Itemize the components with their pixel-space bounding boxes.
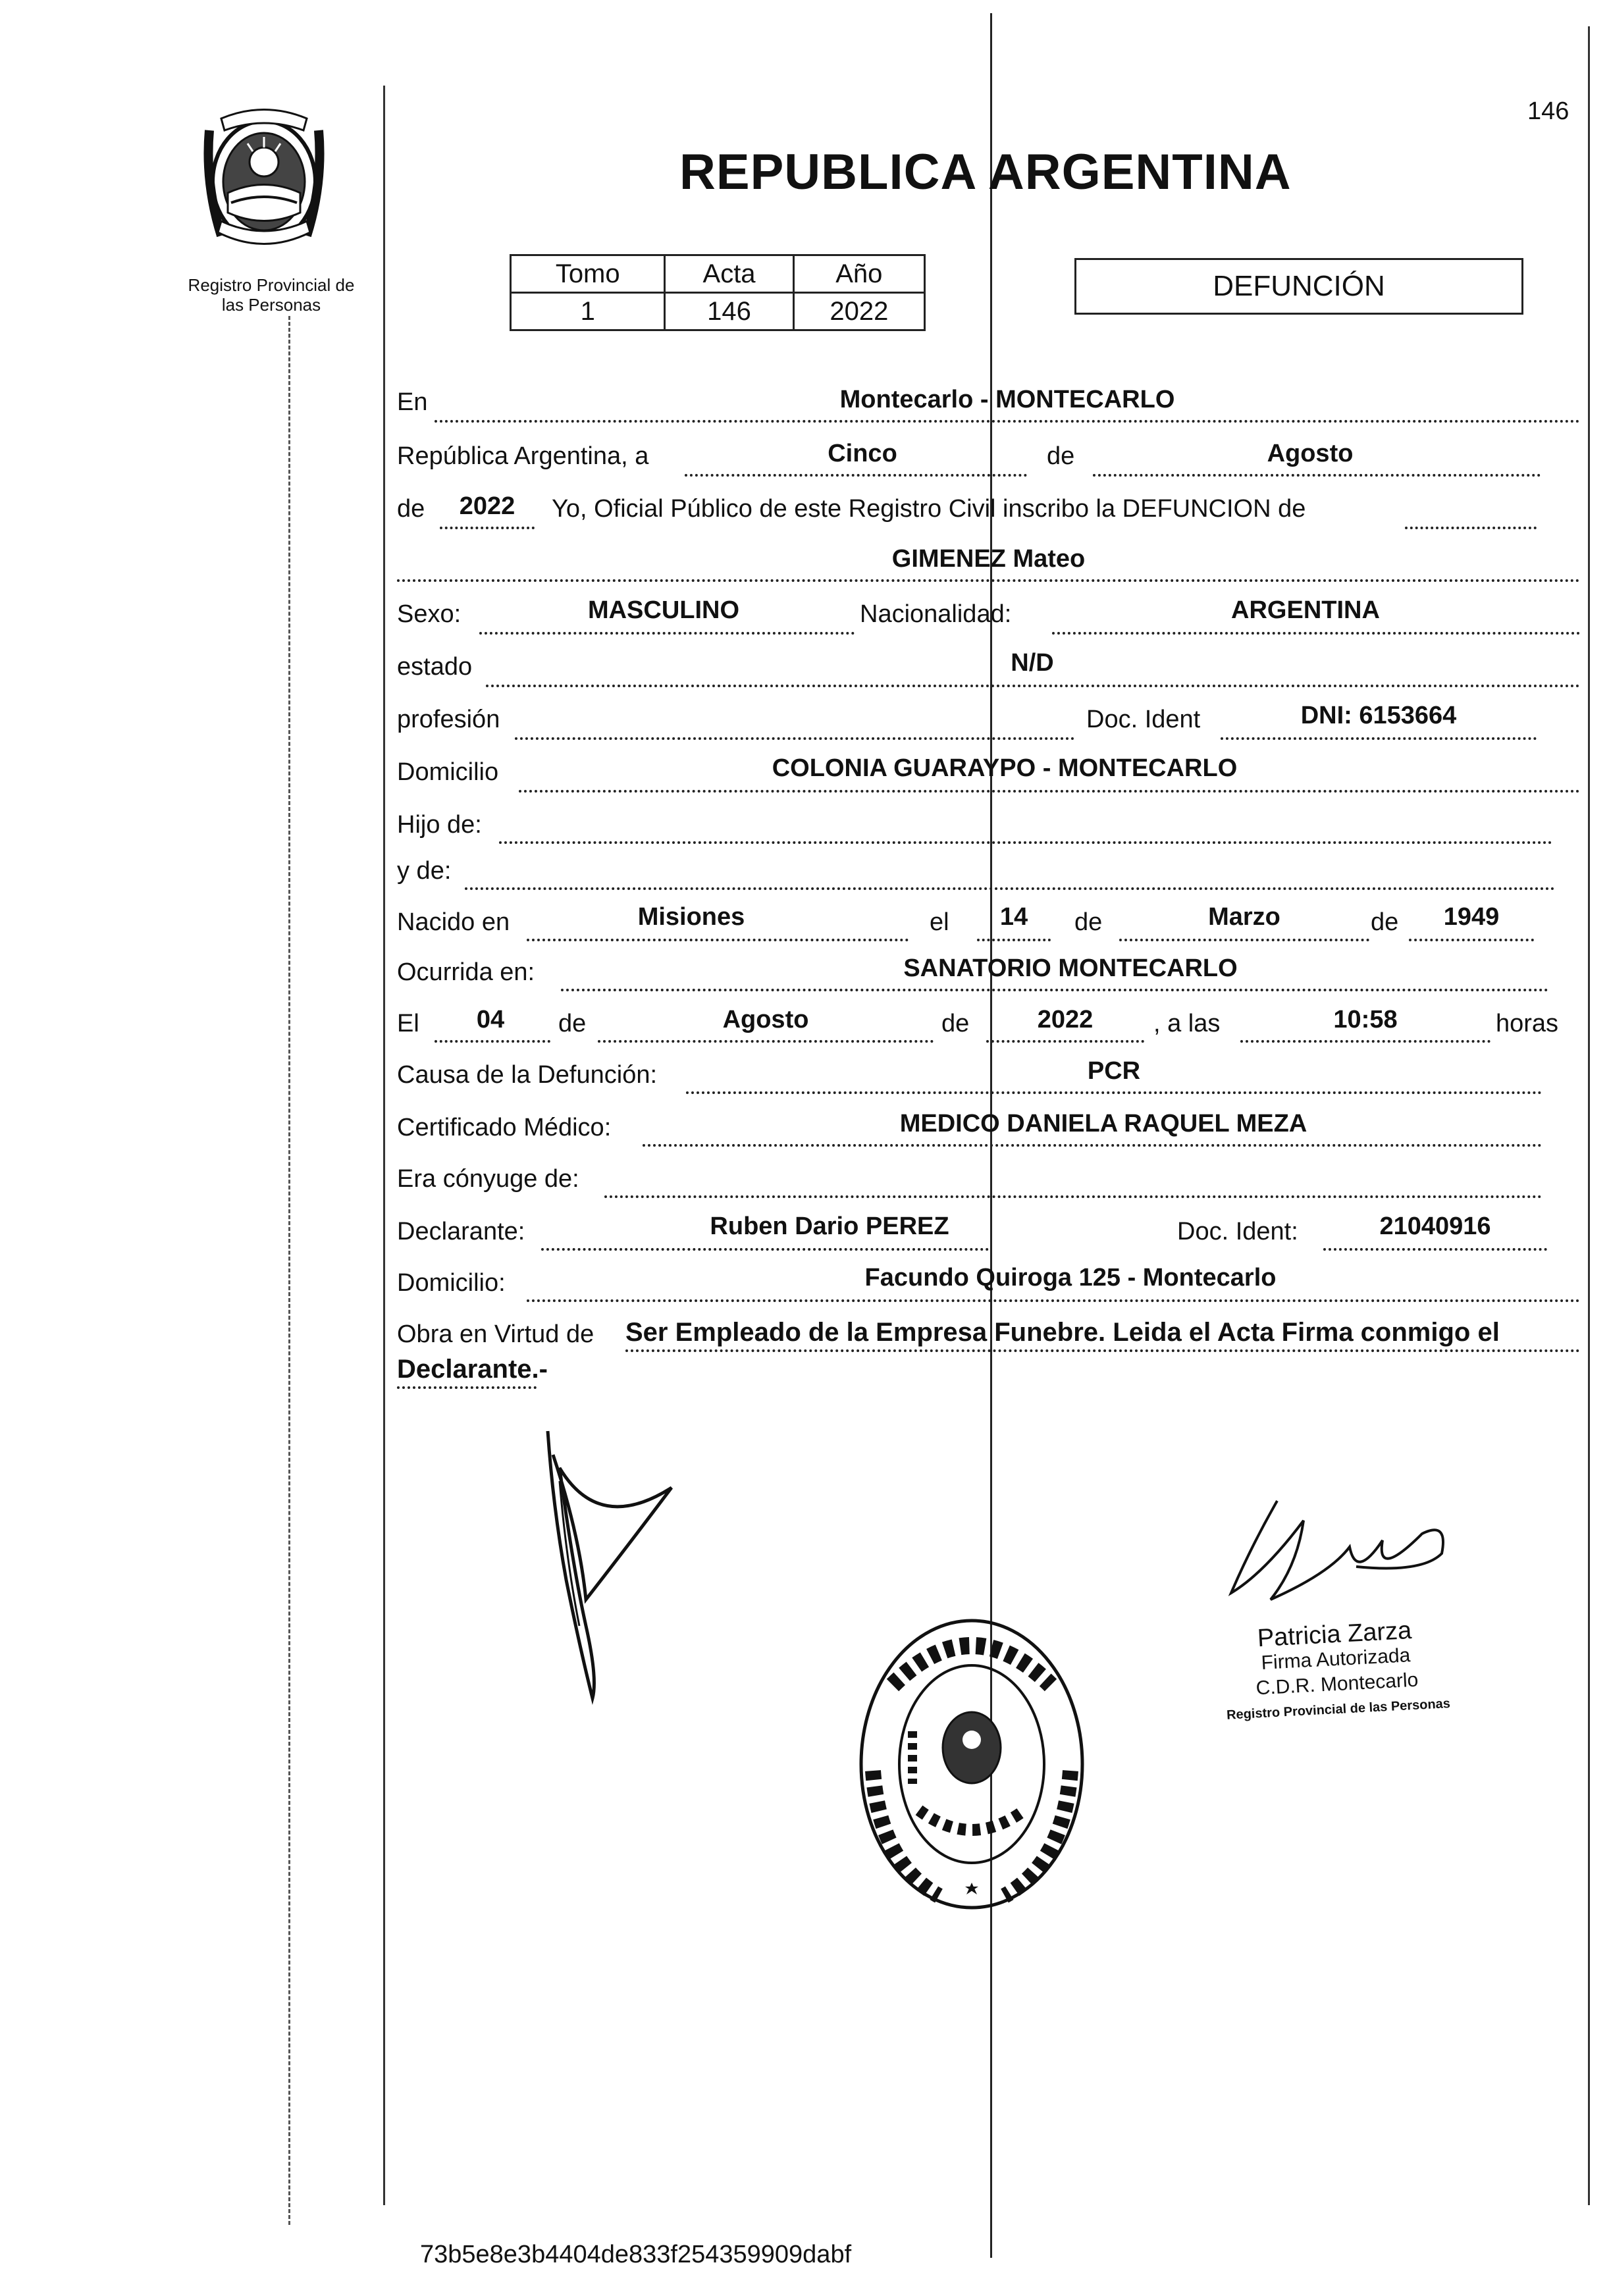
nacido-lugar-value: Misiones xyxy=(637,903,745,931)
nacido-dia-dotted-line xyxy=(977,939,1051,941)
def-anio-value: 2022 xyxy=(1037,1006,1094,1033)
causa-value: PCR xyxy=(1087,1057,1141,1085)
declarante-value: Ruben Dario PEREZ xyxy=(710,1213,949,1240)
yo-dotted-line xyxy=(1405,527,1537,529)
certificado-dotted-line xyxy=(643,1144,1542,1147)
misiones-emblem-icon xyxy=(195,104,333,255)
nacionalidad-dotted-line xyxy=(1052,632,1580,635)
doc-ident-value: DNI: 6153664 xyxy=(1300,702,1457,729)
year-dotted-line xyxy=(440,527,535,529)
registry-label xyxy=(172,275,370,315)
domicilio2-dotted-line xyxy=(527,1299,1580,1302)
hijo-de-label: Hijo de: xyxy=(397,811,482,839)
conyuge-label: Era cónyuge de: xyxy=(397,1165,579,1193)
obra-label: Obra en Virtud de xyxy=(397,1320,594,1348)
certificado-value: MEDICO DANIELA RAQUEL MEZA xyxy=(899,1110,1307,1137)
nacionalidad-value: ARGENTINA xyxy=(1231,596,1380,624)
def-dia-value: 04 xyxy=(476,1006,505,1033)
doc2-dotted-line xyxy=(1323,1248,1547,1251)
obra-text-line2: Declarante.- xyxy=(397,1355,548,1384)
de2-label: de xyxy=(397,495,425,523)
domicilio2-label: Domicilio: xyxy=(397,1269,506,1297)
de-label: de xyxy=(1047,442,1075,470)
place-value: Montecarlo - MONTECARLO xyxy=(839,386,1175,413)
def-anio-dotted-line xyxy=(986,1040,1144,1043)
left-perforation-line xyxy=(288,316,290,2225)
domicilio-value: COLONIA GUARAYPO - MONTECARLO xyxy=(772,754,1238,782)
left-border-line xyxy=(383,86,385,2205)
domicilio2-value: Facundo Quiroga 125 - Montecarlo xyxy=(864,1264,1277,1292)
el-label: El xyxy=(397,1010,419,1037)
document-type-box: DEFUNCIÓN xyxy=(1074,258,1523,315)
ocurrida-value: SANATORIO MONTECARLO xyxy=(903,954,1238,982)
hora-value: 10:58 xyxy=(1333,1006,1398,1033)
conyuge-dotted-line xyxy=(604,1195,1542,1198)
record-header-tomo: Tomo xyxy=(511,255,665,293)
official-stamp xyxy=(1196,1615,1477,1729)
registry-line2: las Personas xyxy=(221,295,321,315)
nacionalidad-label: Nacionalidad: xyxy=(860,600,1012,628)
hora-dotted-line xyxy=(1240,1040,1490,1043)
y-de-dotted-line xyxy=(465,887,1555,890)
year-value: 2022 xyxy=(459,492,515,520)
nacido-mes-value: Marzo xyxy=(1208,903,1280,931)
domicilio-dotted-line xyxy=(519,790,1580,793)
doc-ident-dotted-line xyxy=(1221,737,1537,740)
official-registry: Registro Provincial de las Personas xyxy=(1226,1696,1451,1723)
nacido-label: Nacido en xyxy=(397,908,510,936)
registry-seal-icon xyxy=(853,1613,1090,1916)
estado-value: N/D xyxy=(1011,649,1054,677)
doc2-label: Doc. Ident: xyxy=(1177,1218,1298,1245)
def-mes-value: Agosto xyxy=(722,1006,809,1033)
y-de-label: y de: xyxy=(397,857,452,885)
sexo-dotted-line xyxy=(479,632,855,635)
def-de2-label: de xyxy=(941,1010,970,1037)
yo-text: Yo, Oficial Público de este Registro Civil inscribo la DEFUNCION de xyxy=(552,495,1306,523)
right-border-line xyxy=(1588,26,1590,2205)
registry-line1: Registro Provincial de xyxy=(188,275,355,295)
causa-dotted-line xyxy=(686,1091,1542,1094)
domicilio-label: Domicilio xyxy=(397,758,499,786)
record-value-anio: 2022 xyxy=(793,293,924,330)
declarante-label: Declarante: xyxy=(397,1218,525,1245)
record-table xyxy=(510,254,926,331)
republica-label: República Argentina, a xyxy=(397,442,649,470)
official-office: C.D.R. Montecarlo xyxy=(1255,1669,1419,1700)
en-label: En xyxy=(397,388,428,416)
obra-dotted-line1 xyxy=(625,1349,1580,1352)
month-dotted-line xyxy=(1093,474,1541,477)
profesion-label: profesión xyxy=(397,706,500,733)
declarant-signature-icon xyxy=(540,1428,691,1705)
page-title: REPUBLICA ARGENTINA xyxy=(679,144,1292,200)
record-value-acta: 146 xyxy=(665,293,793,330)
doc-ident-label: Doc. Ident xyxy=(1086,706,1201,733)
def-mes-dotted-line xyxy=(598,1040,934,1043)
nacido-de2-label: de xyxy=(1371,908,1399,936)
record-header-acta: Acta xyxy=(665,255,793,293)
official-role: Firma Autorizada xyxy=(1260,1644,1411,1674)
certificado-label: Certificado Médico: xyxy=(397,1114,612,1141)
day-dotted-line xyxy=(685,474,1027,477)
obra-text-line1: Ser Empleado de la Empresa Funebre. Leida el Acta Firma conmigo el xyxy=(625,1318,1500,1347)
en-dotted-line xyxy=(435,420,1580,423)
nacido-anio-value: 1949 xyxy=(1443,903,1500,931)
nacido-anio-dotted-line xyxy=(1409,939,1534,941)
record-header-anio: Año xyxy=(793,255,924,293)
profesion-dotted-line xyxy=(515,737,1074,740)
horas-label: horas xyxy=(1496,1010,1559,1037)
doc2-value: 21040916 xyxy=(1379,1213,1491,1240)
estado-label: estado xyxy=(397,653,473,681)
nacido-dia-value: 14 xyxy=(999,903,1028,931)
sexo-value: MASCULINO xyxy=(587,596,740,624)
nacido-el-label: el xyxy=(930,908,949,936)
hijo-de-dotted-line xyxy=(499,841,1552,844)
estado-dotted-line xyxy=(486,685,1580,687)
ocurrida-dotted-line xyxy=(561,989,1548,991)
nacido-de1-label: de xyxy=(1074,908,1103,936)
declarante-dotted-line xyxy=(541,1248,989,1251)
month-value: Agosto xyxy=(1267,440,1354,467)
def-dia-dotted-line xyxy=(435,1040,550,1043)
record-value-tomo: 1 xyxy=(511,293,665,330)
alas-label: , a las xyxy=(1153,1010,1221,1037)
official-name: Patricia Zarza xyxy=(1256,1616,1413,1653)
nacido-mes-dotted-line xyxy=(1119,939,1369,941)
day-word-value: Cinco xyxy=(828,440,897,467)
sexo-label: Sexo: xyxy=(397,600,462,628)
ocurrida-label: Ocurrida en: xyxy=(397,958,535,986)
official-signature-icon xyxy=(1225,1494,1462,1613)
obra-dotted-line2 xyxy=(397,1386,537,1389)
page-number: 146 xyxy=(1527,97,1569,125)
causa-label: Causa de la Defunción: xyxy=(397,1061,658,1089)
document-hash: 73b5e8e3b4404de833f254359909dabf xyxy=(420,2241,852,2268)
deceased-name-value: GIMENEZ Mateo xyxy=(891,545,1086,573)
def-de1-label: de xyxy=(558,1010,587,1037)
nacido-lugar-dotted-line xyxy=(527,939,909,941)
name-dotted-line xyxy=(397,579,1580,582)
